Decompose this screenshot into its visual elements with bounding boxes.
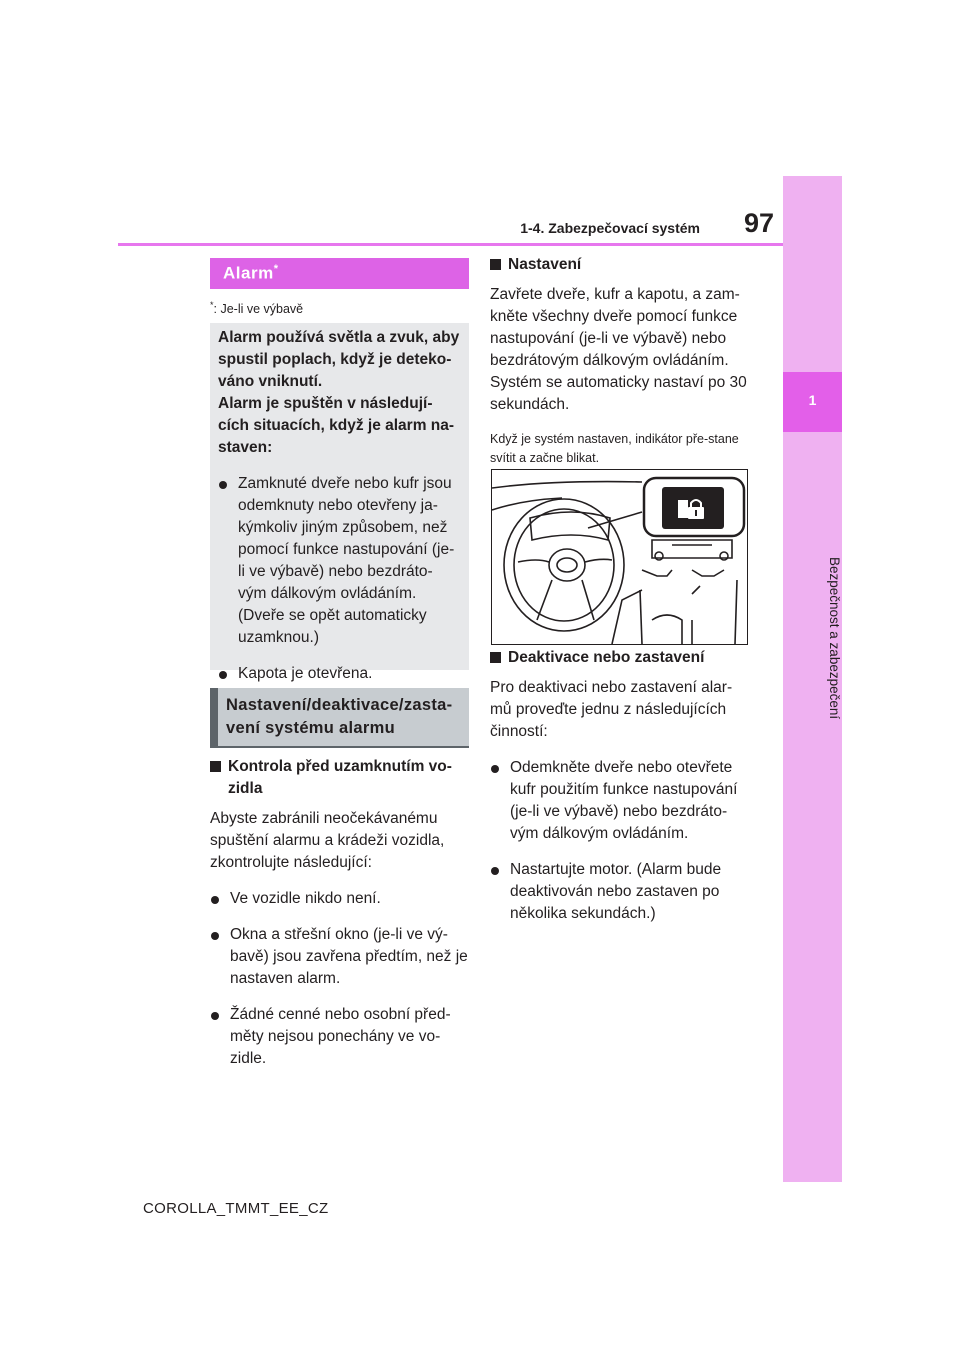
list-item: Zamknuté dveře nebo kufr jsou odemknuty nebo otevřeny ja-kýmkoliv jiným způsobem, než pomocí funkce nastupování (je-li ve výbavě) nebo bezdráto-vým dálkovým ovládáním. (Dveře se opět automaticky uzamknou.) — [218, 473, 461, 649]
alarm-intro: Alarm používá světla a zvuk, aby spustil poplach, když je deteko-váno vniknutí. — [218, 329, 460, 390]
list-item: Okna a střešní okno (je-li ve vý-bavě) jsou zavřena předtím, než je nastaven alarm. — [210, 924, 469, 990]
setting-heading: Nastavení — [490, 254, 748, 276]
list-item: Odemkněte dveře nebo otevřete kufr použitím funkce nastupování (je-li ve výbavě) nebo bezdráto-vým dálkovým ovládáním. — [490, 757, 748, 845]
list-item: Kapota je otevřena. — [218, 663, 461, 685]
setting-section-heading: Nastavení/deaktivace/zasta-vení systému alarmu — [210, 688, 469, 746]
footnote-text: : Je-li ve výbavě — [213, 302, 304, 317]
alarm-heading-marker: * — [273, 263, 279, 275]
header-rule — [118, 243, 784, 246]
setting-section-rule — [210, 746, 469, 748]
alarm-heading-text: Alarm — [223, 263, 274, 283]
check-text: Abyste zabránili neočekávanému spuštění alarmu a krádeži vozidla, zkontrolujte následující: — [210, 810, 445, 871]
footnote — [210, 300, 303, 316]
alarm-trigger-list — [218, 473, 461, 685]
setting-note: Když je systém nastaven, indikátor pře-stane svítit a začne blikat. — [490, 432, 739, 465]
list-item: Ve vozidle nikdo není. — [210, 888, 469, 910]
deactivate-text: Pro deaktivaci nebo zastavení alar-mů proveďte jednu z následujících činností: — [490, 679, 733, 740]
deactivate-block — [490, 647, 748, 939]
alarm-info-box — [210, 323, 469, 682]
setting-block — [490, 254, 748, 468]
dashboard-drawing — [492, 470, 747, 644]
alarm-heading — [210, 258, 469, 289]
setting-text: Zavřete dveře, kufr a kapotu, a zam-kněte všechny dveře pomocí funkce nastupování (je-li ve výbavě) nebo bezdrátovým dálkovým ovládáním. Systém se automaticky nastaví po 30 sekundách. — [490, 286, 747, 413]
footnote-marker: * — [210, 300, 214, 310]
section-title: 1-4. Zabezpečovací systém — [520, 220, 700, 236]
deactivate-heading: Deaktivace nebo zastavení — [490, 647, 748, 669]
alarm-intro-situations: Alarm je spuštěn v následují-cích situacích, když je alarm na-staven: — [218, 395, 455, 456]
page-number: 97 — [743, 208, 774, 238]
dashboard-illustration — [491, 469, 748, 645]
chapter-title-vertical — [783, 438, 842, 838]
list-item: Nastartujte motor. (Alarm bude deaktivován nebo zastaven po několika sekundách.) — [490, 859, 748, 925]
document-code: COROLLA_TMMT_EE_CZ — [143, 1200, 329, 1217]
deactivate-list — [490, 757, 748, 925]
chapter-title-text: Bezpečnost a zabezpečení — [827, 556, 842, 720]
chapter-number: 1 — [808, 392, 817, 408]
check-before-lock — [210, 756, 469, 1084]
list-item: Žádné cenné nebo osobní před-měty nejsou ponechány ve vo-zidle. — [210, 1004, 469, 1070]
check-list — [210, 888, 469, 1070]
check-heading: Kontrola před uzamknutím vo-zidla — [210, 756, 469, 800]
security-indicator-icon — [678, 500, 704, 519]
